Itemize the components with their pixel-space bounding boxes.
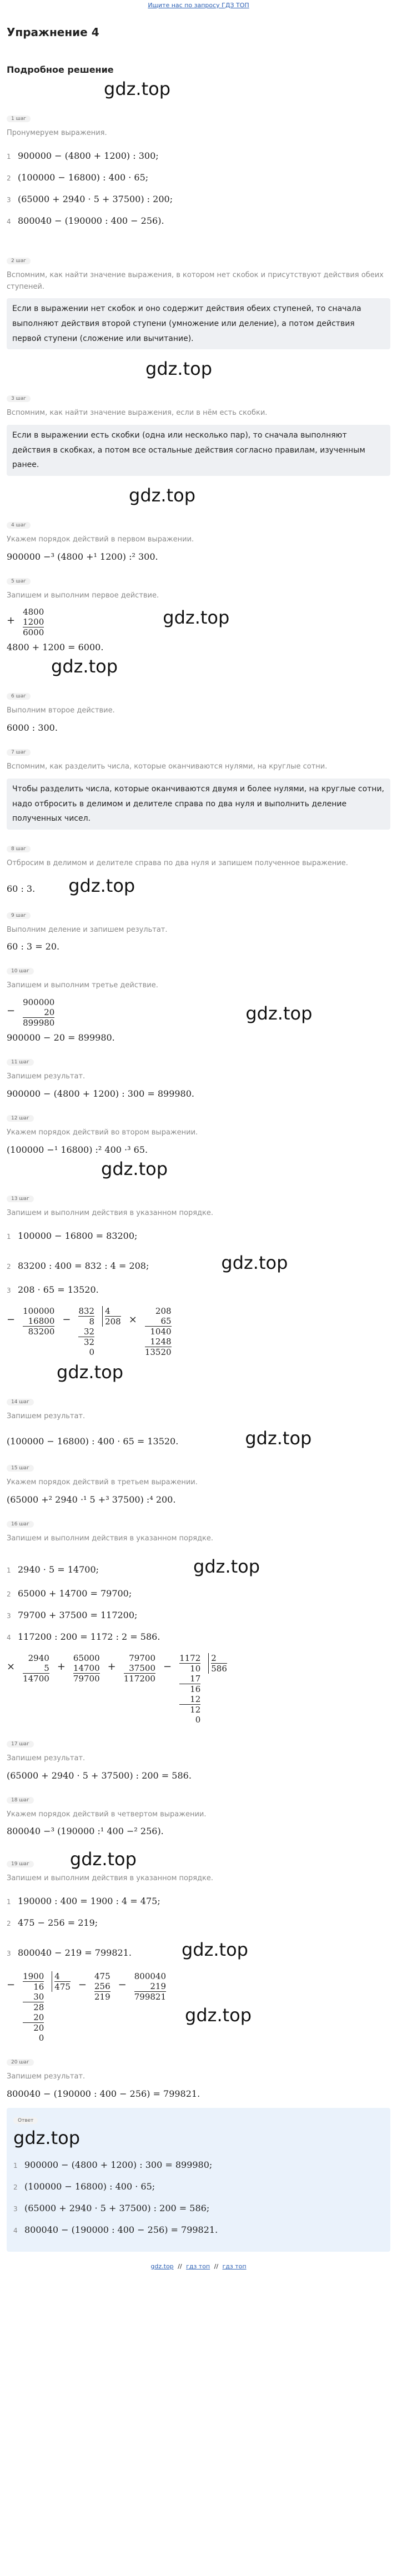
watermark: gdz.top [245, 1003, 313, 1025]
top-banner-link[interactable]: Ищите нас по запросу ГДЗ ТОП [148, 2, 249, 9]
watermark: gdz.top [145, 358, 213, 380]
watermark: gdz.top [69, 1849, 137, 1870]
step-11: 11 шаг Запишем результат. 900000 − (4800 + 1200) : 300 = 899980. [7, 1059, 194, 1099]
step-5: 5 шаг Запишем и выполним первое действие. + 4800 1200 6000 gdz.top 4800 + 1200 = 6000. [7, 574, 390, 653]
step-9: 9 шаг Выполним деление и запишем результат. 60 : 3 = 20. [7, 912, 168, 952]
watermark: gdz.top [193, 1555, 260, 1577]
step-3: 3 шаг Вспомним, как найти значение выражения, если в нём есть скобки. Если в выражении есть скобки (одна или несколько пар), то сначала выполняют действия в скобках, а потом все остальные действия согласно правилам, изученным ранее. [7, 391, 390, 476]
watermark: gdz.top [129, 484, 196, 506]
footer-link[interactable]: гдз топ [222, 2263, 247, 2271]
watermark: gdz.top [163, 607, 230, 629]
watermark: gdz.top [245, 1428, 312, 1449]
column-calculations: − 1900 16 30 28 20 20 0 4 475 − 475 256 219 − 800040 219 799821 gdz.top [7, 1971, 252, 2043]
step-6: 6 шаг Выполним второе действие. 6000 : 300. [7, 694, 115, 734]
step-15: 15 шаг Укажем порядок действий в третьем выражении. (65000 +² 2940 ·¹ 5 +³ 37500) :⁴ 200. [7, 1465, 198, 1505]
answer-badge: Ответ [13, 2117, 38, 2124]
watermark: gdz.top [101, 1158, 168, 1179]
watermark: gdz.top [185, 2005, 252, 2026]
solution-content [0, 26, 397, 2270]
watermark: gdz.top [51, 656, 118, 677]
watermark: gdz.top [68, 875, 135, 896]
step-20: 20 шаг Запишем результат. 800040 − (190000 : 400 − 256) = 799821. [7, 2060, 200, 2100]
step-17: 17 шаг Запишем результат. (65000 + 2940 · 5 + 37500) : 200 = 586. [7, 1741, 192, 1781]
top-banner [0, 0, 397, 11]
step-12: 12 шаг Укажем порядок действий во втором выражении. (100000 −¹ 16800) :² 400 ·³ 65. [7, 1115, 198, 1155]
answer-block: Ответ gdz.top 1 900000 − (4800 + 1200) : 300 = 899980; 2 (100000 − 16800) : 400 · 65; 3 (65000 + 2940 · 5 + 37500) : 200 = 586; 4 800040 − (190000 : 400 − 256) = 799821. [7, 2108, 390, 2252]
watermark: gdz.top [57, 1361, 124, 1383]
column-addition: + 4800 1200 6000 gdz.top [7, 607, 230, 638]
expression-4: 4 800040 − (190000 : 400 − 256). [7, 215, 164, 226]
step-intro: Пронумеруем выражения. [7, 129, 107, 137]
step-16: 16 шаг Запишем и выполним действия в указанном порядке. 1 2940 · 5 = 14700; gdz.top 2 65000 + 14700 = 79700; 3 79700 + 37500 = 117200; 4 117200 : 200 = 1172 : 2 = 586. × 2940 5 14700 + 65000 14700 79700 + 79700 37500 117200 − 1172 10 17 16 12 12 0 2 586 [7, 1517, 390, 1725]
column-calculations: × 2940 5 14700 + 65000 14700 79700 + 79700 37500 117200 − 1172 10 17 16 12 12 0 2 586 [7, 1653, 227, 1725]
watermark: gdz.top [181, 1939, 248, 1961]
rule-box: Если в выражении нет скобок и оно содержит действия обеих ступеней, то сначала выполняют действия второй ступени (умножение или деление), а потом действия первой ступени (сложение или вычитание). [7, 298, 390, 349]
step-8: 8 шаг Отбросим в делимом и делителе справа по два нуля и запишем полученное выражение. 60 : 3. gdz.top [7, 846, 348, 896]
step-18: 18 шаг Укажем порядок действий в четвертом выражении. 800040 −³ (190000 :¹ 400 −² 256). [7, 1797, 207, 1837]
expression-2: 2 (100000 − 16800) : 400 · 65; [7, 172, 149, 183]
watermark: gdz.top [221, 1252, 288, 1273]
step-10: 10 шаг Запишем и выполним третье действие. − 900000 20 899980 gdz.top 900000 − 20 = 899980. [7, 964, 390, 1043]
footer-links: gdz.top // гдз топ // гдз топ [150, 2263, 247, 2271]
column-subtraction: − 900000 20 899980 gdz.top [7, 997, 313, 1028]
step-2: 2 шаг Вспомним, как найти значение выражения, в котором нет скобок и присутствуют действия обеих ступеней. Если в выражении нет скобок и оно содержит действия обеих ступеней, то сначала выполняют действия второй ступени (умножение или деление), а потом действия первой ступени (сложение или вычитание). [7, 254, 390, 349]
step-badge: 1 шаг [7, 116, 31, 122]
footer-link[interactable]: гдз топ [186, 2263, 210, 2271]
watermark: gdz.top [104, 78, 171, 99]
step-1 [7, 112, 390, 226]
step-7: 7 шаг Вспомним, как разделить числа, которые оканчиваются нулями, на круглые сотни. Чтобы разделить числа, которые оканчиваются двумя и более нулями, на круглые сотни, надо отбросить в делимом и делителе справа по два нуля и выполнить деление полученных чисел. [7, 745, 390, 830]
exercise-title: Упражнение 4 [7, 26, 99, 39]
solution-subtitle: Подробное решение [7, 64, 114, 75]
expression-1: 1 900000 − (4800 + 1200) : 300; [7, 150, 159, 161]
step-14: 14 шаг Запишем результат. (100000 − 16800) : 400 · 65 = 13520. gdz.top [7, 1399, 312, 1449]
watermark: gdz.top [13, 2127, 81, 2149]
rule-box: Если в выражении есть скобки (одна или несколько пар), то сначала выполняют действия в скобках, а потом все остальные действия согласно правилам, изученным ранее. [7, 425, 390, 476]
step-13: 13 шаг Запишем и выполним действия в указанном порядке. 1 100000 − 16800 = 83200; 2 83200 : 400 = 832 : 4 = 208; gdz.top 3 208 · 65 = 13520. − 100000 16800 83200 − 832 8 32 32 0 $\frac{4}{208}$ × 208 65 1040 1248 13520 [7, 1192, 390, 1357]
step-4: 4 шаг Укажем порядок действий в первом выражении. 900000 −³ (4800 +¹ 1200) :² 300. [7, 522, 194, 562]
column-calculations: − 100000 16800 83200 − 832 8 32 32 0 $\frac{4}{208}$ × 208 65 1040 1248 13520 [7, 1305, 172, 1357]
rule-box: Чтобы разделить числа, которые оканчиваются двумя и более нулями, на круглые сотни, надо отбросить в делимом и делителе справа по два нуля и выполнить деление полученных чисел. [7, 779, 390, 830]
footer-link[interactable]: gdz.top [150, 2263, 174, 2271]
step-19: 19 шаг gdz.top Запишем и выполним действия в указанном порядке. 1 190000 : 400 = 1900 : 4 = 475; 2 475 − 256 = 219; 3 800040 − 219 = 799821. gdz.top − 1900 16 30 28 20 20 0 4 475 − 475 256 219 − 800040 219 799821 gdz.top [7, 1849, 390, 2043]
expression-3: 3 (65000 + 2940 · 5 + 37500) : 200; [7, 193, 173, 204]
